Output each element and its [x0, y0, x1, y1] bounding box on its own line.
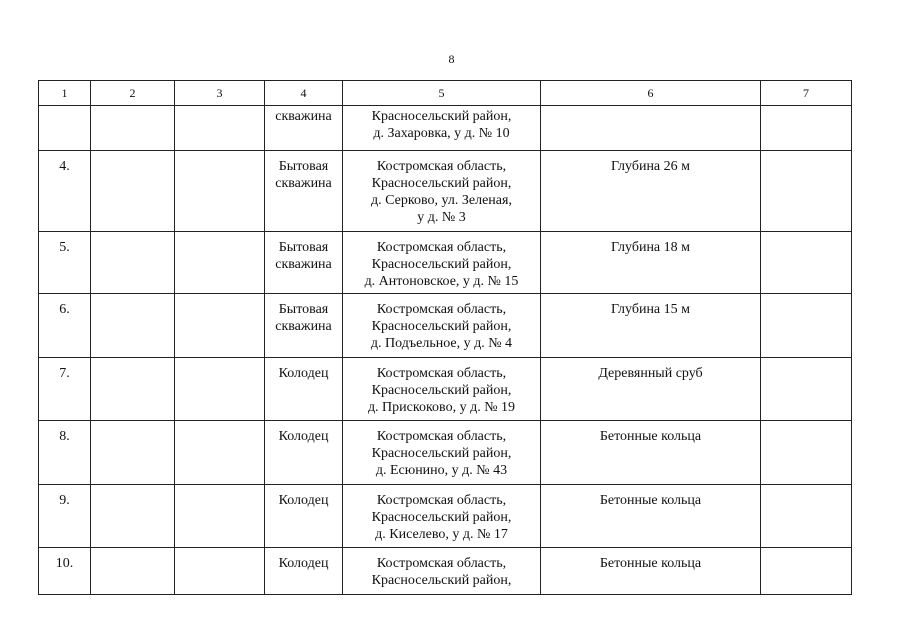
description-cell-line: Бетонные кольца [599, 493, 702, 508]
col-3-cell [175, 151, 265, 232]
col-2-cell [91, 151, 175, 232]
col-2-cell [91, 294, 175, 358]
col-2-cell-content [91, 358, 174, 365]
table-row [39, 294, 852, 358]
object-type-cell [265, 358, 343, 421]
row-number-cell [39, 294, 91, 358]
row-number-cell-content [39, 294, 90, 318]
description-cell-content [541, 485, 760, 509]
address-cell-line: Костромская область, [376, 429, 507, 444]
col-3-cell-content [175, 358, 264, 365]
address-cell-line: д. Есюнино, у д. № 43 [375, 463, 508, 478]
col-7-cell-content [761, 358, 851, 365]
col-7-cell [761, 485, 852, 548]
row-number-cell-content [39, 151, 90, 175]
col-2-cell [91, 485, 175, 548]
object-type-cell [265, 485, 343, 548]
object-type-cell-content [265, 485, 342, 509]
col-7-cell-content [761, 294, 851, 301]
object-type-cell-line: Колодец [278, 429, 329, 444]
object-type-cell-content [265, 232, 342, 273]
col-7-cell [761, 421, 852, 485]
address-cell-line: Костромская область, [376, 556, 507, 571]
description-cell-content [541, 151, 760, 175]
description-cell-line: Глубина 26 м [610, 159, 691, 174]
row-number-cell [39, 106, 91, 151]
address-cell-line: Красносельский район, [371, 176, 512, 191]
description-cell-line: Глубина 15 м [610, 302, 691, 317]
description-cell-content [541, 421, 760, 445]
object-type-cell-line: скважина [275, 319, 332, 334]
address-cell-content [343, 106, 540, 142]
object-type-cell-content [265, 151, 342, 192]
object-type-cell-content [265, 294, 342, 335]
address-cell-line: Костромская область, [376, 240, 507, 255]
col-3-cell [175, 485, 265, 548]
address-cell-line: д. Киселево, у д. № 17 [375, 527, 508, 542]
object-type-cell-content [265, 106, 342, 125]
col-2-cell [91, 421, 175, 485]
header-col-7: 7 [761, 81, 852, 106]
description-cell [541, 421, 761, 485]
object-type-cell-line: Колодец [278, 366, 329, 381]
description-cell-content [541, 294, 760, 318]
address-cell-content [343, 232, 540, 290]
col-7-cell-content [761, 421, 851, 428]
description-cell [541, 485, 761, 548]
col-3-cell [175, 358, 265, 421]
table-row [39, 548, 852, 595]
col-2-cell-content [91, 232, 174, 239]
table-row [39, 232, 852, 294]
address-cell [343, 485, 541, 548]
col-3-cell [175, 232, 265, 294]
object-type-cell-line: Колодец [278, 556, 329, 571]
row-number-cell-line: 5. [59, 240, 70, 255]
table-row [39, 421, 852, 485]
address-cell-content [343, 358, 540, 416]
table-body [39, 106, 852, 595]
address-cell-content [343, 421, 540, 479]
description-cell [541, 106, 761, 151]
table-header [39, 81, 852, 106]
row-number-cell [39, 232, 91, 294]
address-cell-line: Красносельский район, [371, 573, 512, 588]
address-cell-line: Красносельский район, [371, 319, 512, 334]
description-cell [541, 358, 761, 421]
col-2-cell-content [91, 421, 174, 428]
col-7-cell-content [761, 485, 851, 492]
address-cell [343, 151, 541, 232]
row-number-cell-content [39, 421, 90, 445]
address-cell [343, 421, 541, 485]
description-cell [541, 294, 761, 358]
col-2-cell [91, 358, 175, 421]
description-cell-content [541, 106, 760, 108]
address-cell-content [343, 548, 540, 589]
object-type-cell-line: Бытовая [278, 302, 329, 317]
address-cell-line: у д. № 3 [417, 210, 466, 225]
row-number-cell [39, 151, 91, 232]
col-7-cell-content [761, 548, 851, 555]
col-3-cell-content [175, 421, 264, 428]
header-col-6: 6 [541, 81, 761, 106]
address-cell-content [343, 485, 540, 543]
col-2-cell-content [91, 106, 174, 108]
row-number-cell-line: 6. [59, 302, 70, 317]
row-number-cell-line: 8. [59, 429, 70, 444]
header-col-1: 1 [39, 81, 91, 106]
address-cell-content [343, 294, 540, 352]
col-2-cell [91, 106, 175, 151]
col-7-cell [761, 151, 852, 232]
header-col-2: 2 [91, 81, 175, 106]
object-type-cell-line: Бытовая [278, 240, 329, 255]
col-2-cell-content [91, 294, 174, 301]
col-2-cell [91, 232, 175, 294]
col-7-cell-content [761, 151, 851, 158]
address-cell-line: Красносельский район, [371, 446, 512, 461]
row-number-cell-content [39, 232, 90, 256]
address-cell-line: д. Захаровка, у д. № 10 [373, 126, 510, 141]
col-3-cell-content [175, 294, 264, 301]
object-type-cell-content [265, 548, 342, 572]
col-2-cell [91, 548, 175, 595]
row-number-cell-content [39, 485, 90, 509]
row-number-cell [39, 358, 91, 421]
address-cell-line: Костромская область, [376, 493, 507, 508]
address-cell [343, 548, 541, 595]
address-cell-line: Костромская область, [376, 159, 507, 174]
address-cell [343, 232, 541, 294]
description-cell-line: Бетонные кольца [599, 556, 702, 571]
address-cell [343, 358, 541, 421]
address-cell [343, 294, 541, 358]
object-type-cell [265, 294, 343, 358]
object-type-cell-content [265, 358, 342, 382]
table-row [39, 358, 852, 421]
row-number-cell-line: 7. [59, 366, 70, 381]
object-type-cell [265, 548, 343, 595]
header-col-4: 4 [265, 81, 343, 106]
col-3-cell [175, 421, 265, 485]
address-cell-line: Красносельский район, [371, 510, 512, 525]
address-cell-line: д. Серково, ул. Зеленая, [371, 193, 512, 208]
description-cell-content [541, 548, 760, 572]
row-number-cell-line: 9. [59, 493, 70, 508]
object-type-cell-line: скважина [275, 109, 332, 124]
page-number: 8 [448, 52, 455, 66]
col-7-cell [761, 294, 852, 358]
col-7-cell-content [761, 232, 851, 239]
table-row [39, 151, 852, 232]
object-type-cell-line: скважина [275, 176, 332, 191]
address-cell-content [343, 151, 540, 226]
object-type-cell-line: Колодец [278, 493, 329, 508]
col-7-cell-content [761, 106, 851, 108]
row-number-cell-content [39, 358, 90, 382]
address-cell-line: Красносельский район, [371, 383, 512, 398]
description-cell-line: Глубина 18 м [610, 240, 691, 255]
object-type-cell-line: скважина [275, 257, 332, 272]
description-cell-line: Деревянный сруб [598, 366, 703, 381]
row-number-cell-line: 10. [55, 556, 74, 571]
row-number-cell [39, 548, 91, 595]
description-cell-content [541, 232, 760, 256]
col-3-cell-content [175, 232, 264, 239]
col-3-cell [175, 548, 265, 595]
col-3-cell-content [175, 485, 264, 492]
address-cell-line: д. Прискоково, у д. № 19 [367, 400, 516, 415]
col-2-cell-content [91, 151, 174, 158]
col-2-cell-content [91, 485, 174, 492]
description-cell-line: Бетонные кольца [599, 429, 702, 444]
row-number-cell-content [39, 548, 90, 572]
header-col-3: 3 [175, 81, 265, 106]
object-type-cell-content [265, 421, 342, 445]
col-3-cell-content [175, 106, 264, 108]
address-cell-line: д. Антоновское, у д. № 15 [364, 274, 519, 289]
row-number-cell-content [39, 106, 90, 108]
description-cell [541, 151, 761, 232]
col-7-cell [761, 106, 852, 151]
object-type-cell [265, 421, 343, 485]
row-number-cell-line: 4. [59, 159, 70, 174]
col-3-cell [175, 294, 265, 358]
col-3-cell [175, 106, 265, 151]
col-7-cell [761, 358, 852, 421]
description-cell [541, 232, 761, 294]
table-row [39, 106, 852, 151]
col-3-cell-content [175, 548, 264, 555]
object-type-cell [265, 106, 343, 151]
address-cell [343, 106, 541, 151]
address-cell-line: Красносельский район, [371, 109, 512, 124]
description-cell [541, 548, 761, 595]
address-cell-line: Костромская область, [376, 302, 507, 317]
description-cell-content [541, 358, 760, 382]
col-3-cell-content [175, 151, 264, 158]
object-type-cell [265, 232, 343, 294]
header-col-5: 5 [343, 81, 541, 106]
col-2-cell-content [91, 548, 174, 555]
address-cell-line: Красносельский район, [371, 257, 512, 272]
document-table [38, 80, 852, 595]
col-7-cell [761, 232, 852, 294]
address-cell-line: д. Подъельное, у д. № 4 [370, 336, 513, 351]
object-type-cell [265, 151, 343, 232]
row-number-cell [39, 485, 91, 548]
address-cell-line: Костромская область, [376, 366, 507, 381]
col-7-cell [761, 548, 852, 595]
header-row [39, 81, 852, 106]
row-number-cell [39, 421, 91, 485]
table-row [39, 485, 852, 548]
object-type-cell-line: Бытовая [278, 159, 329, 174]
